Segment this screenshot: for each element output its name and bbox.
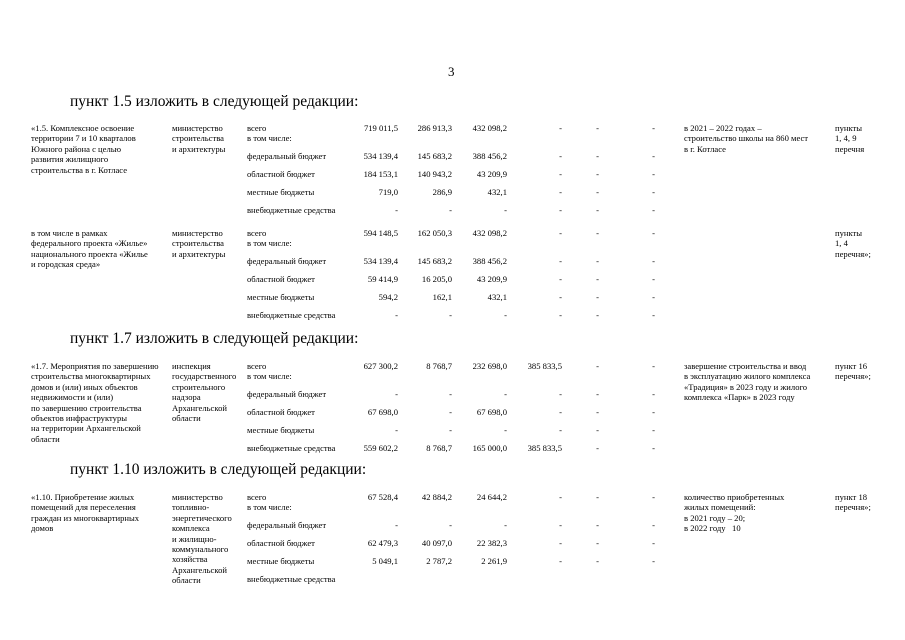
amount-cell: 594 148,5	[363, 228, 398, 238]
amount-cell: 559 602,2	[363, 443, 398, 453]
measure-name: «1.7. Мероприятия по завершению строительства многоквартирных домов и (или) иных объектов недвижимости и (или) по завершению строительства объектов инфраструктуры на территории Архангельской области	[31, 361, 159, 444]
amount-cell: 165 000,0	[472, 443, 507, 453]
amount-cell: -	[504, 310, 507, 320]
measure-name: «1.5. Комплексное освоение территории 7 и 10 кварталов Южного района с целью развития жилищного строительства в г. Котласе	[31, 123, 136, 175]
funding-source-label: всего в том числе:	[247, 228, 292, 249]
amount-cell: -	[596, 205, 599, 215]
amount-cell: -	[652, 492, 655, 502]
executor-name: инспекция государственного строительного надзора Архангельской области	[172, 361, 237, 424]
amount-cell: 627 300,2	[363, 361, 398, 371]
amount-cell: -	[449, 425, 452, 435]
amount-cell: 24 644,2	[476, 492, 507, 502]
amount-cell: -	[449, 205, 452, 215]
amount-cell: 22 382,3	[476, 538, 507, 548]
amount-cell: 432 098,2	[472, 123, 507, 133]
amount-cell: 534 139,4	[363, 151, 398, 161]
amount-cell: 388 456,2	[472, 151, 507, 161]
amount-cell: -	[652, 389, 655, 399]
funding-source-label: всего в том числе:	[247, 123, 292, 144]
amount-cell: 62 479,3	[367, 538, 398, 548]
amount-cell: 432,1	[487, 187, 507, 197]
amount-cell: -	[559, 389, 562, 399]
amount-cell: -	[652, 228, 655, 238]
funding-source-label: местные бюджеты	[247, 425, 315, 435]
amount-cell: -	[504, 520, 507, 530]
section-heading: пункт 1.10 изложить в следующей редакции:	[70, 461, 367, 478]
amount-cell: -	[596, 123, 599, 133]
amount-cell: -	[395, 520, 398, 530]
amount-cell: -	[559, 492, 562, 502]
amount-cell: -	[559, 407, 562, 417]
amount-cell: -	[596, 361, 599, 371]
amount-cell: -	[596, 389, 599, 399]
amount-cell: 432 098,2	[472, 228, 507, 238]
amount-cell: -	[559, 292, 562, 302]
amount-cell: 5 049,1	[372, 556, 398, 566]
amount-cell: 534 139,4	[363, 256, 398, 266]
executor-name: министерство топливно- энергетического комплекса и жилищно- коммунального хозяйства Архангельской области	[172, 492, 232, 586]
amount-cell: 67 528,4	[367, 492, 398, 502]
funding-source-label: федеральный бюджет	[247, 151, 327, 161]
funding-source-label: федеральный бюджет	[247, 389, 327, 399]
funding-source-label: всего в том числе:	[247, 492, 292, 513]
link-to-list: пункт 16 перечня»;	[835, 361, 871, 382]
amount-cell: 232 698,0	[472, 361, 507, 371]
amount-cell: -	[596, 425, 599, 435]
amount-cell: -	[596, 407, 599, 417]
amount-cell: -	[652, 538, 655, 548]
expected-result: количество приобретенных жилых помещений: в 2021 году – 20; в 2022 году 10	[684, 492, 785, 534]
amount-cell: 145 683,2	[417, 151, 452, 161]
funding-source-label: федеральный бюджет	[247, 520, 327, 530]
amount-cell: -	[559, 256, 562, 266]
amount-cell: 385 833,5	[527, 443, 562, 453]
amount-cell: 385 833,5	[527, 361, 562, 371]
amount-cell: -	[652, 123, 655, 133]
amount-cell: -	[559, 151, 562, 161]
amount-cell: 67 698,0	[367, 407, 398, 417]
funding-source-label: местные бюджеты	[247, 556, 315, 566]
amount-cell: -	[395, 205, 398, 215]
funding-source-label: местные бюджеты	[247, 292, 315, 302]
amount-cell: -	[559, 123, 562, 133]
amount-cell: -	[652, 274, 655, 284]
amount-cell: -	[504, 205, 507, 215]
amount-cell: -	[596, 538, 599, 548]
funding-source-label: областной бюджет	[247, 169, 315, 179]
link-to-list: пункты 1, 4 перечня»;	[835, 228, 871, 259]
funding-source-label: внебюджетные средства	[247, 310, 336, 320]
amount-cell: -	[596, 228, 599, 238]
amount-cell: -	[395, 389, 398, 399]
amount-cell: -	[652, 520, 655, 530]
amount-cell: 8 768,7	[426, 443, 452, 453]
amount-cell: -	[504, 425, 507, 435]
amount-cell: -	[596, 274, 599, 284]
funding-source-label: внебюджетные средства	[247, 205, 336, 215]
amount-cell: 719 011,5	[363, 123, 398, 133]
amount-cell: 184 153,1	[363, 169, 398, 179]
amount-cell: -	[596, 556, 599, 566]
amount-cell: -	[596, 520, 599, 530]
amount-cell: 162 050,3	[417, 228, 452, 238]
amount-cell: -	[449, 389, 452, 399]
amount-cell: -	[449, 310, 452, 320]
amount-cell: -	[652, 407, 655, 417]
link-to-list: пункт 18 перечня»;	[835, 492, 871, 513]
amount-cell: 286 913,3	[417, 123, 452, 133]
funding-source-label: областной бюджет	[247, 407, 315, 417]
page-number: 3	[448, 64, 455, 79]
amount-cell: -	[652, 443, 655, 453]
amount-cell: -	[652, 425, 655, 435]
funding-source-label: местные бюджеты	[247, 187, 315, 197]
amount-cell: -	[652, 361, 655, 371]
amount-cell: -	[559, 520, 562, 530]
amount-cell: -	[652, 151, 655, 161]
amount-cell: 594,2	[378, 292, 398, 302]
amount-cell: 162,1	[432, 292, 452, 302]
amount-cell: -	[652, 556, 655, 566]
amount-cell: 2 787,2	[426, 556, 452, 566]
expected-result: в 2021 – 2022 годах – строительство школы на 860 мест в г. Котласе	[684, 123, 809, 154]
amount-cell: -	[596, 310, 599, 320]
measure-name: в том числе в рамках федерального проекта «Жилье» национального проекта «Жилье и городская среда»	[31, 228, 148, 270]
amount-cell: 432,1	[487, 292, 507, 302]
amount-cell: 67 698,0	[476, 407, 507, 417]
amount-cell: -	[395, 310, 398, 320]
amount-cell: -	[504, 389, 507, 399]
amount-cell: 140 943,2	[417, 169, 452, 179]
amount-cell: -	[596, 443, 599, 453]
amount-cell: 286,9	[432, 187, 452, 197]
amount-cell: 16 205,0	[421, 274, 452, 284]
amount-cell: -	[652, 187, 655, 197]
amount-cell: -	[559, 310, 562, 320]
amount-cell: -	[559, 538, 562, 548]
amount-cell: 42 884,2	[421, 492, 452, 502]
amount-cell: 8 768,7	[426, 361, 452, 371]
amount-cell: -	[596, 292, 599, 302]
amount-cell: -	[559, 169, 562, 179]
amount-cell: 145 683,2	[417, 256, 452, 266]
expected-result: завершение строительства и ввод в эксплуатацию жилого комплекса «Традиция» в 2023 году и жилого комплекса «Парк» в 2023 году	[684, 361, 811, 403]
amount-cell: 43 209,9	[476, 169, 507, 179]
funding-source-label: внебюджетные средства	[247, 443, 336, 453]
amount-cell: 388 456,2	[472, 256, 507, 266]
amount-cell: 2 261,9	[481, 556, 507, 566]
executor-name: министерство строительства и архитектуры	[172, 123, 226, 154]
section-heading: пункт 1.7 изложить в следующей редакции:	[70, 330, 359, 347]
amount-cell: -	[559, 205, 562, 215]
amount-cell: -	[652, 310, 655, 320]
amount-cell: -	[449, 407, 452, 417]
amount-cell: 719,0	[378, 187, 398, 197]
measure-name: «1.10. Приобретение жилых помещений для переселения граждан из многоквартирных домов	[31, 492, 140, 534]
amount-cell: -	[559, 228, 562, 238]
amount-cell: -	[652, 292, 655, 302]
funding-source-label: федеральный бюджет	[247, 256, 327, 266]
amount-cell: 40 097,0	[421, 538, 452, 548]
amount-cell: 59 414,9	[367, 274, 398, 284]
amount-cell: -	[596, 492, 599, 502]
link-to-list: пункты 1, 4, 9 перечня	[835, 123, 865, 154]
amount-cell: -	[559, 187, 562, 197]
amount-cell: -	[596, 256, 599, 266]
executor-name: министерство строительства и архитектуры	[172, 228, 226, 259]
section-heading: пункт 1.5 изложить в следующей редакции:	[70, 93, 359, 110]
funding-source-label: всего в том числе:	[247, 361, 292, 382]
amount-cell: -	[559, 556, 562, 566]
funding-source-label: внебюджетные средства	[247, 574, 336, 584]
amount-cell: -	[449, 520, 452, 530]
amount-cell: -	[596, 151, 599, 161]
amount-cell: -	[652, 256, 655, 266]
amount-cell: -	[652, 169, 655, 179]
amount-cell: -	[652, 205, 655, 215]
amount-cell: -	[559, 274, 562, 284]
amount-cell: -	[395, 425, 398, 435]
amount-cell: -	[596, 169, 599, 179]
funding-source-label: областной бюджет	[247, 538, 315, 548]
amount-cell: 43 209,9	[476, 274, 507, 284]
funding-source-label: областной бюджет	[247, 274, 315, 284]
amount-cell: -	[596, 187, 599, 197]
amount-cell: -	[559, 425, 562, 435]
